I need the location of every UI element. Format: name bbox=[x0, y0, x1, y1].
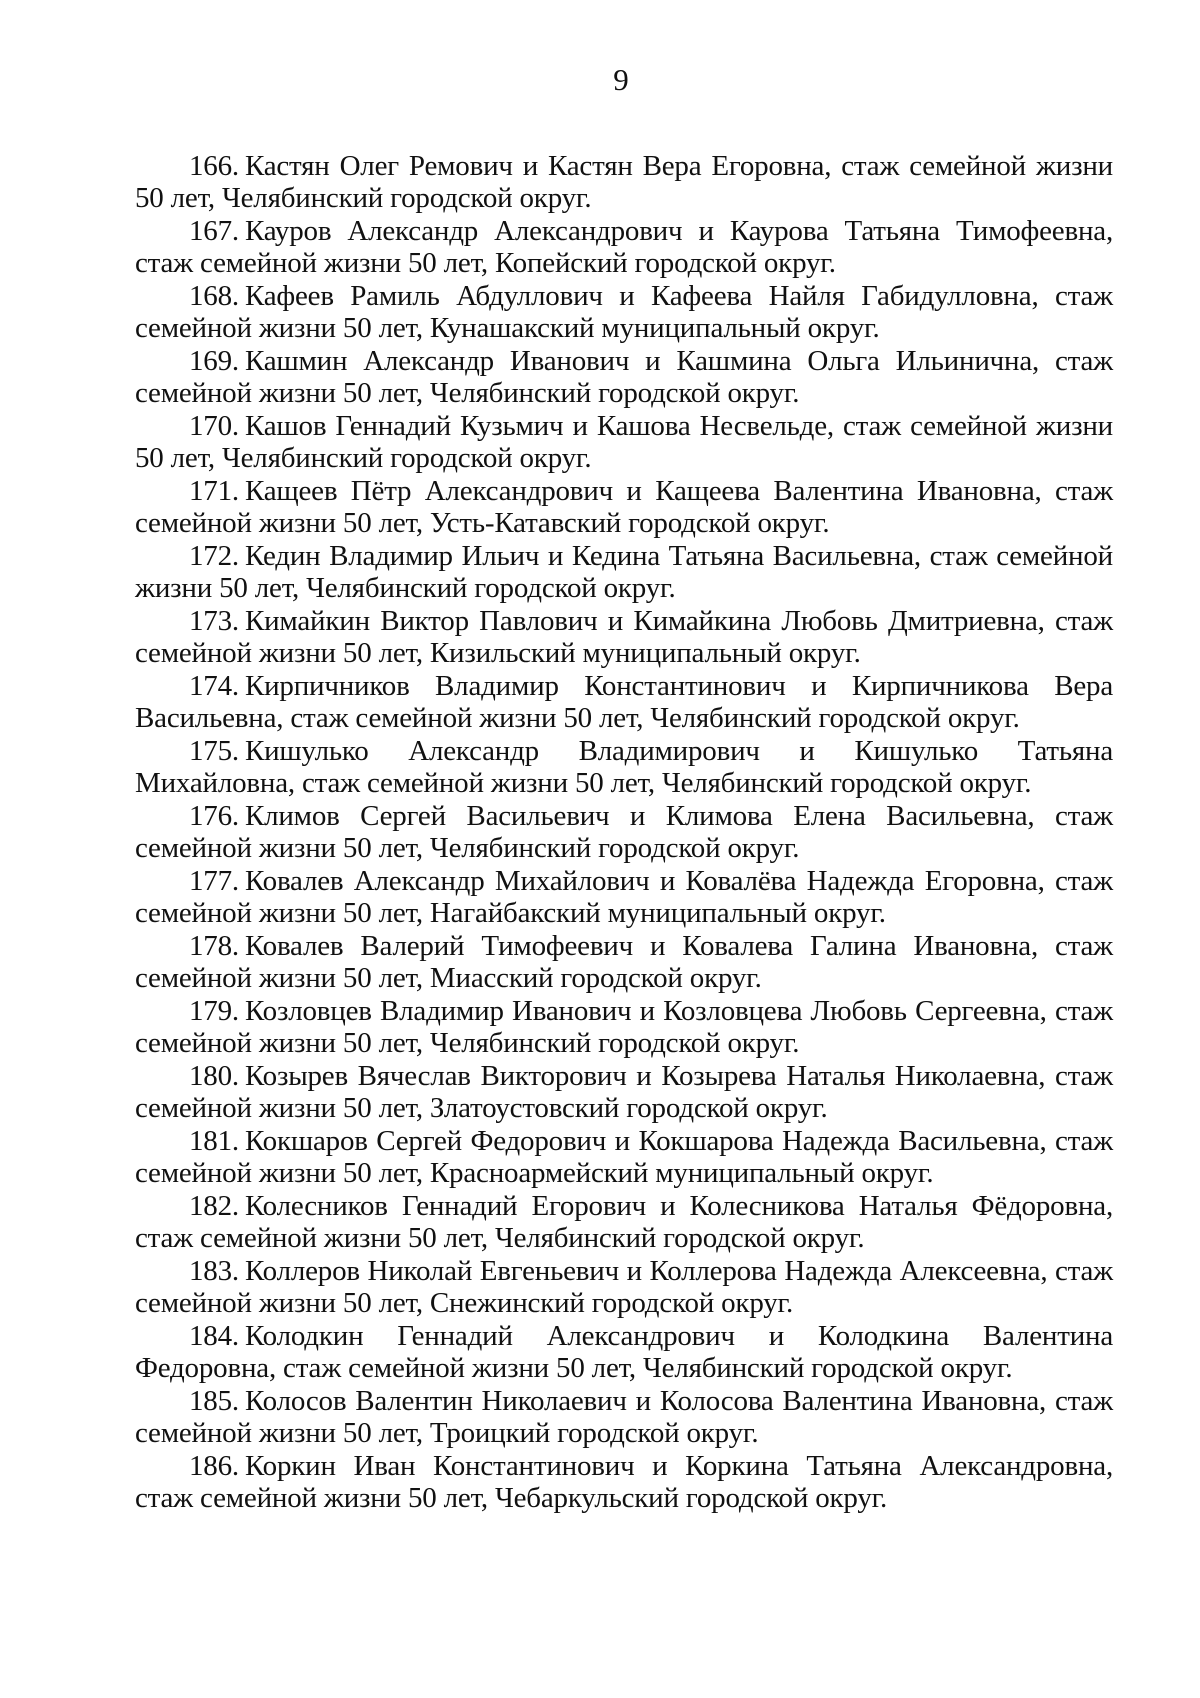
entry-text: Кимайкин Виктор Павлович и Кимайкина Любовь Дмитриевна, стаж семейной жизни 50 лет, Кизильский муниципальный округ. bbox=[135, 605, 1113, 669]
list-item bbox=[135, 410, 1113, 474]
entry-number: 186. bbox=[189, 1450, 239, 1482]
list-item bbox=[135, 995, 1113, 1059]
list-item bbox=[135, 345, 1113, 409]
entry-text: Кедин Владимир Ильич и Кедина Татьяна Васильевна, стаж семейной жизни 50 лет, Челябинский городской округ. bbox=[135, 540, 1113, 604]
entry-text: Кашмин Александр Иванович и Кашмина Ольга Ильинична, стаж семейной жизни 50 лет, Челябинский городской округ. bbox=[135, 345, 1113, 409]
list-item bbox=[135, 930, 1113, 994]
entry-text: Кашов Геннадий Кузьмич и Кашова Несвельде, стаж семейной жизни 50 лет, Челябинский городской округ. bbox=[135, 410, 1113, 474]
list-item bbox=[135, 475, 1113, 539]
list-item bbox=[135, 1255, 1113, 1319]
entry-number: 185. bbox=[189, 1385, 239, 1417]
entry-text: Кастян Олег Ремович и Кастян Вера Егоровна, стаж семейной жизни 50 лет, Челябинский городской округ. bbox=[135, 150, 1113, 214]
list-item bbox=[135, 670, 1113, 734]
entry-text: Козловцев Владимир Иванович и Козловцева Любовь Сергеевна, стаж семейной жизни 50 лет, Челябинский городской округ. bbox=[135, 995, 1113, 1059]
list-item bbox=[135, 800, 1113, 864]
list-item bbox=[135, 1385, 1113, 1449]
entry-number: 166. bbox=[189, 150, 239, 182]
entry-text: Колодкин Геннадий Александрович и Колодкина Валентина Федоровна, стаж семейной жизни 50 лет, Челябинский городской округ. bbox=[135, 1320, 1113, 1384]
entry-number: 177. bbox=[189, 865, 239, 897]
entry-text: Ковалев Александр Михайлович и Ковалёва Надежда Егоровна, стаж семейной жизни 50 лет, Нагайбакский муниципальный округ. bbox=[135, 865, 1113, 929]
entry-text: Ковалев Валерий Тимофеевич и Ковалева Галина Ивановна, стаж семейной жизни 50 лет, Миасский городской округ. bbox=[135, 930, 1113, 994]
list-item bbox=[135, 865, 1113, 929]
entry-number: 183. bbox=[189, 1255, 239, 1287]
entry-text: Кирпичников Владимир Константинович и Кирпичникова Вера Васильевна, стаж семейной жизни 50 лет, Челябинский городской округ. bbox=[135, 670, 1113, 734]
list-item bbox=[135, 215, 1113, 279]
list-item bbox=[135, 735, 1113, 799]
entry-text: Колосов Валентин Николаевич и Колосова Валентина Ивановна, стаж семейной жизни 50 лет, Троицкий городской округ. bbox=[135, 1385, 1113, 1449]
entry-number: 174. bbox=[189, 670, 239, 702]
entry-number: 168. bbox=[189, 280, 239, 312]
entry-list bbox=[135, 150, 1113, 1515]
list-item bbox=[135, 1320, 1113, 1384]
entry-number: 181. bbox=[189, 1125, 239, 1157]
entry-text: Коллеров Николай Евгеньевич и Коллерова Надежда Алексеевна, стаж семейной жизни 50 лет, Снежинский городской округ. bbox=[135, 1255, 1113, 1319]
list-item bbox=[135, 150, 1113, 214]
entry-text: Климов Сергей Васильевич и Климова Елена Васильевна, стаж семейной жизни 50 лет, Челябинский городской округ. bbox=[135, 800, 1113, 864]
entry-number: 176. bbox=[189, 800, 239, 832]
entry-number: 170. bbox=[189, 410, 239, 442]
entry-text: Коркин Иван Константинович и Коркина Татьяна Александровна, стаж семейной жизни 50 лет, Чебаркульский городской округ. bbox=[135, 1450, 1113, 1514]
list-item bbox=[135, 1060, 1113, 1124]
entry-text: Кащеев Пётр Александрович и Кащеева Валентина Ивановна, стаж семейной жизни 50 лет, Усть-Катавский городской округ. bbox=[135, 475, 1113, 539]
entry-number: 180. bbox=[189, 1060, 239, 1092]
list-item bbox=[135, 540, 1113, 604]
entry-text: Козырев Вячеслав Викторович и Козырева Наталья Николаевна, стаж семейной жизни 50 лет, Златоустовский городской округ. bbox=[135, 1060, 1113, 1124]
entry-text: Кауров Александр Александрович и Каурова Татьяна Тимофеевна, стаж семейной жизни 50 лет, Копейский городской округ. bbox=[135, 215, 1113, 279]
entry-text: Кафеев Рамиль Абдуллович и Кафеева Найля Габидулловна, стаж семейной жизни 50 лет, Кунашакский муниципальный округ. bbox=[135, 280, 1113, 344]
entry-number: 172. bbox=[189, 540, 239, 572]
entry-number: 182. bbox=[189, 1190, 239, 1222]
entry-text: Кишулько Александр Владимирович и Кишулько Татьяна Михайловна, стаж семейной жизни 50 лет, Челябинский городской округ. bbox=[135, 735, 1113, 799]
list-item bbox=[135, 280, 1113, 344]
entry-number: 178. bbox=[189, 930, 239, 962]
entry-number: 171. bbox=[189, 475, 239, 507]
entry-text: Колесников Геннадий Егорович и Колесникова Наталья Фёдоровна, стаж семейной жизни 50 лет, Челябинский городской округ. bbox=[135, 1190, 1113, 1254]
entry-number: 179. bbox=[189, 995, 239, 1027]
list-item bbox=[135, 605, 1113, 669]
list-item bbox=[135, 1190, 1113, 1254]
list-item bbox=[135, 1450, 1113, 1514]
entry-number: 175. bbox=[189, 735, 239, 767]
page-number: 9 bbox=[613, 62, 629, 97]
list-item bbox=[135, 1125, 1113, 1189]
entry-number: 173. bbox=[189, 605, 239, 637]
entry-text: Кокшаров Сергей Федорович и Кокшарова Надежда Васильевна, стаж семейной жизни 50 лет, Красноармейский муниципальный округ. bbox=[135, 1125, 1113, 1189]
entry-number: 169. bbox=[189, 345, 239, 377]
entry-number: 184. bbox=[189, 1320, 239, 1352]
entry-number: 167. bbox=[189, 215, 239, 247]
